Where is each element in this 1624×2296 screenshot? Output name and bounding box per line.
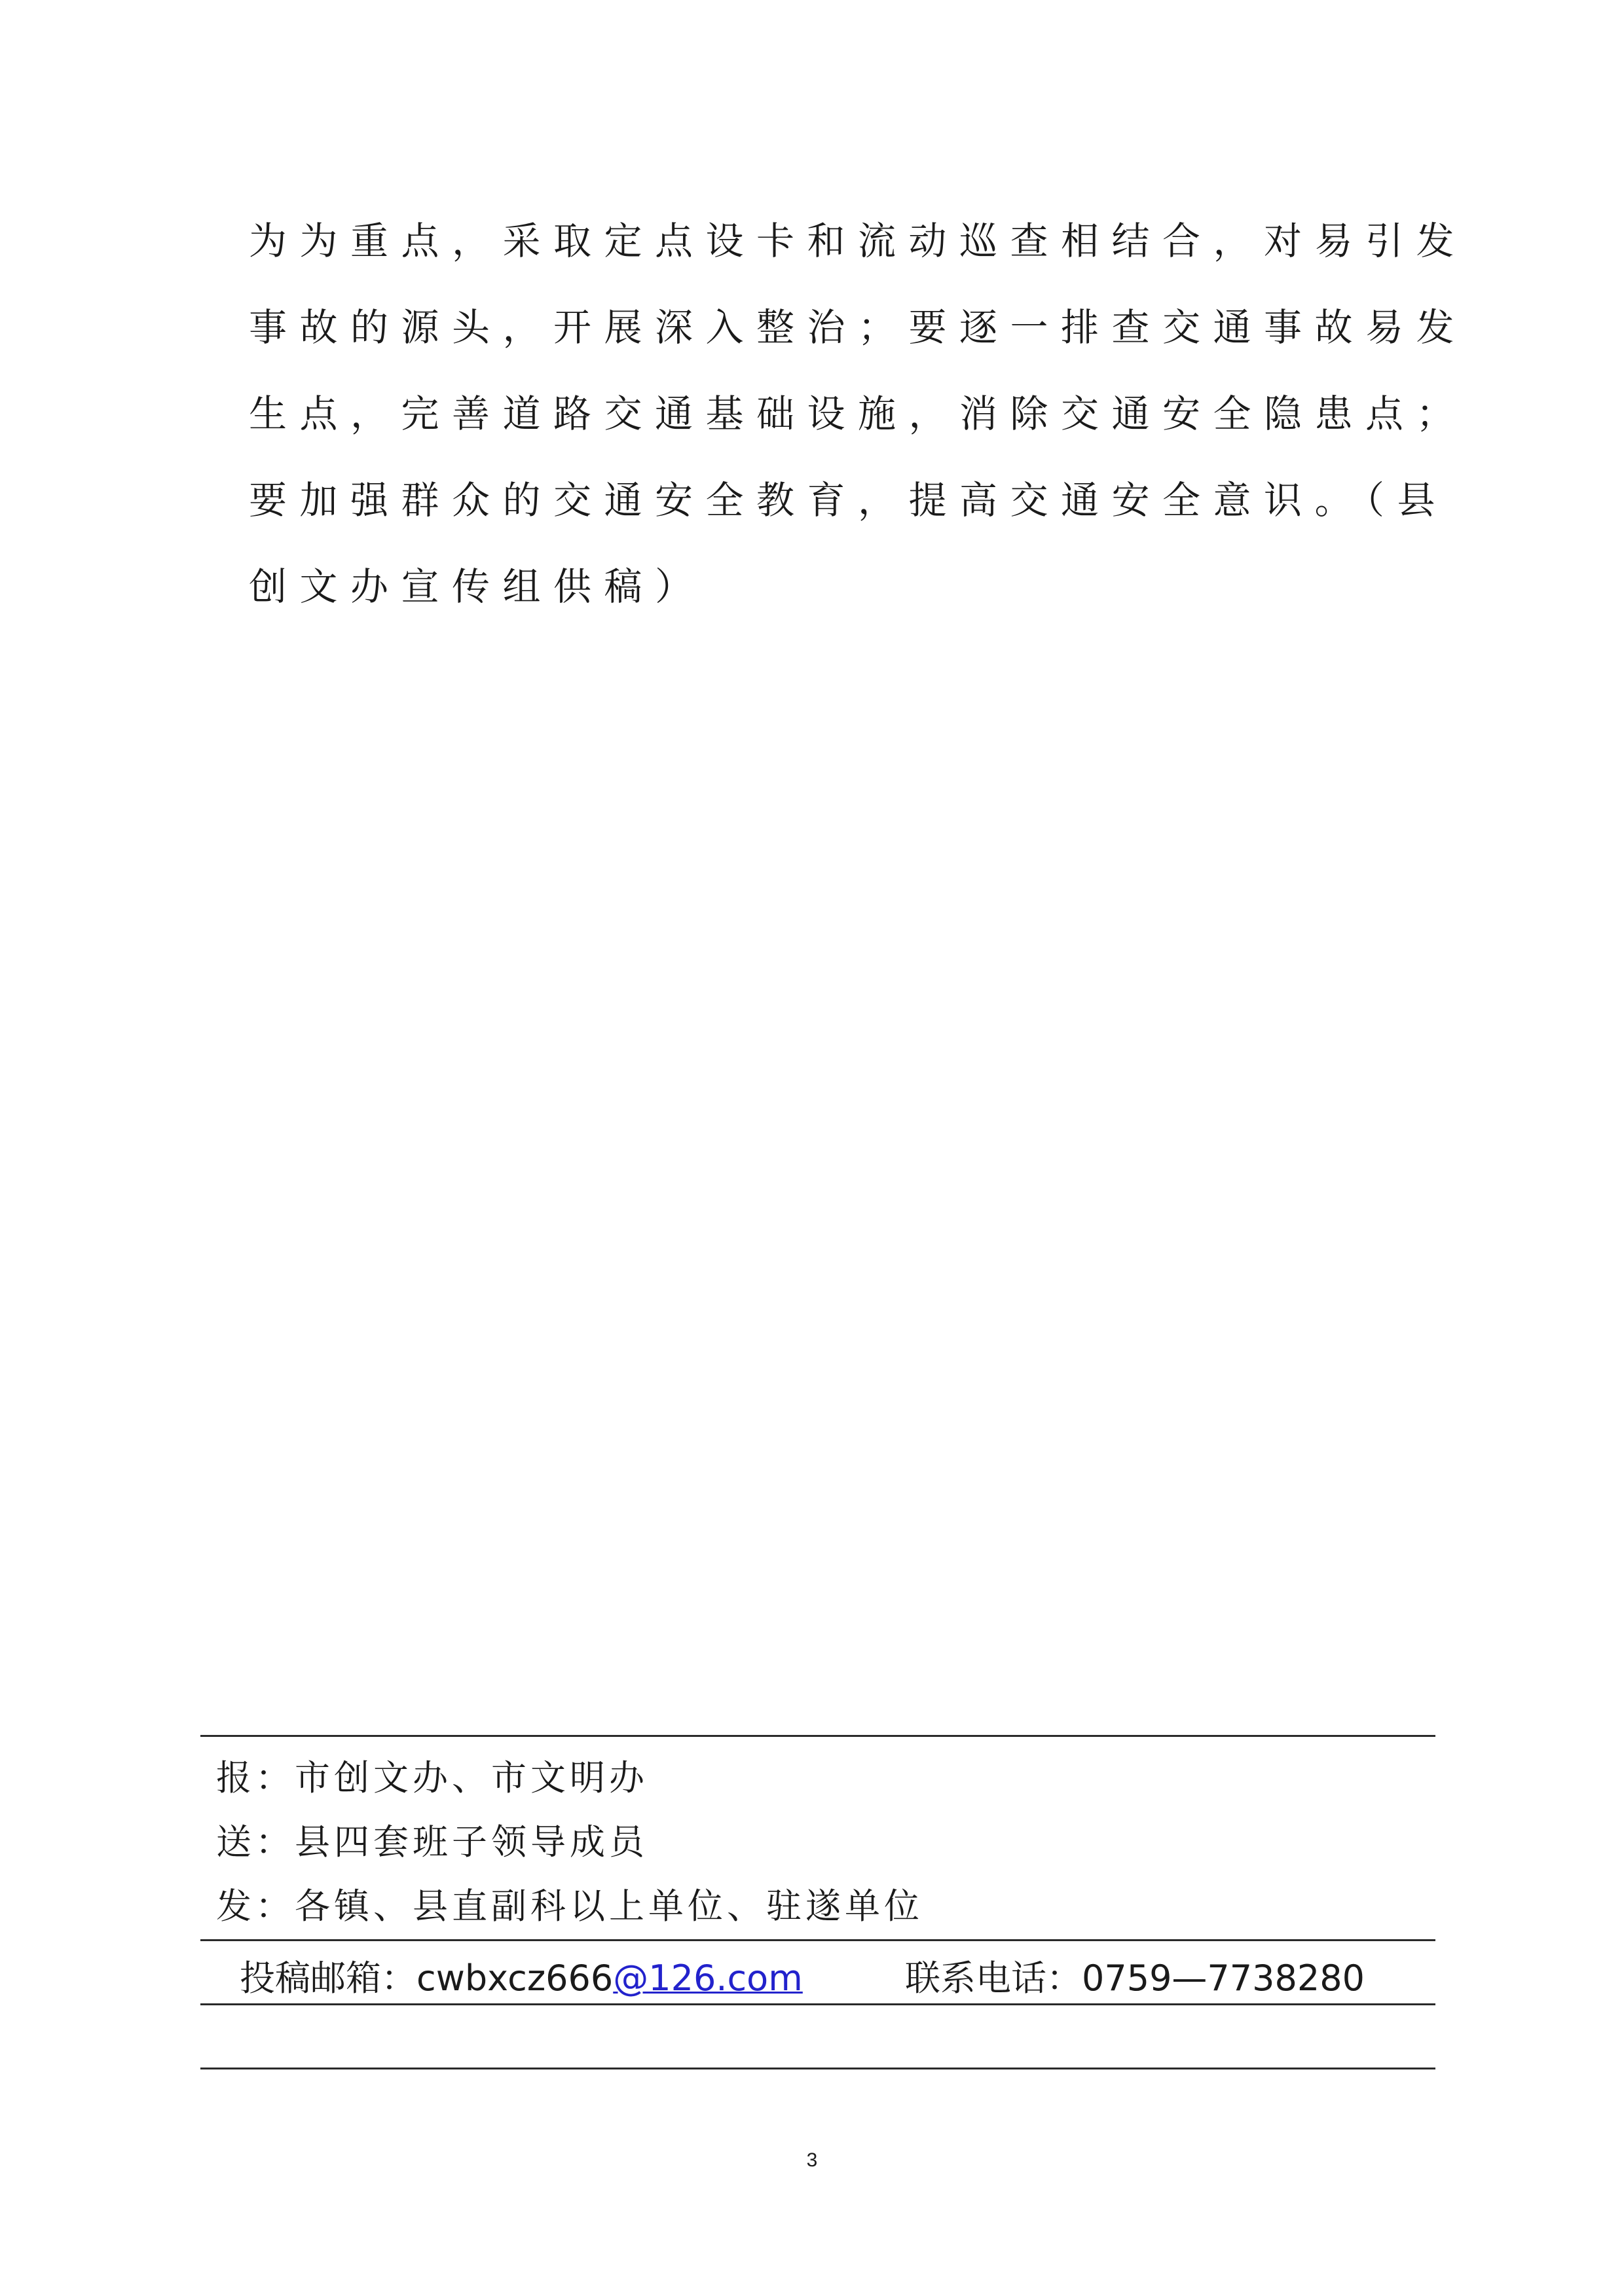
send-to-line: 送：县四套班子领导成员 (216, 1821, 648, 1863)
body-line-3: 生点，完善道路交通基础设施，消除交通安全隐患点； (249, 392, 1467, 436)
report-to-line: 报：市创文办、市文明办 (216, 1757, 648, 1798)
body-text (249, 211, 1467, 643)
contact-phone (905, 1952, 1365, 2005)
contact-top-rule (200, 1939, 1435, 1941)
issue-to-line: 发：各镇、县直副科以上单位、驻遂单位 (216, 1886, 923, 1927)
contact-row (240, 1952, 1418, 2005)
phone-label: 联系电话： (905, 1958, 1082, 1999)
body-line-2: 事故的源头，开展深入整治；要逐一排查交通事故易发 (249, 305, 1467, 350)
distribution-top-rule (200, 1735, 1435, 1737)
body-line-5: 创文办宣传组供稿） (249, 564, 706, 609)
body-line-1: 为为重点，采取定点设卡和流动巡查相结合，对易引发 (249, 219, 1467, 263)
email-link[interactable]: @126.com (613, 1958, 803, 1999)
page-number: 3 (806, 2149, 818, 2171)
body-line-4: 要加强群众的交通安全教育，提高交通安全意识。（县 (249, 478, 1449, 522)
contact-email (240, 1952, 803, 2005)
email-user: cwbxcz666 (416, 1958, 614, 1999)
footer-rule (200, 2068, 1435, 2069)
email-label: 投稿邮箱： (240, 1958, 416, 1999)
phone-number: 0759—7738280 (1082, 1958, 1365, 1999)
contact-bottom-rule (200, 2003, 1435, 2005)
